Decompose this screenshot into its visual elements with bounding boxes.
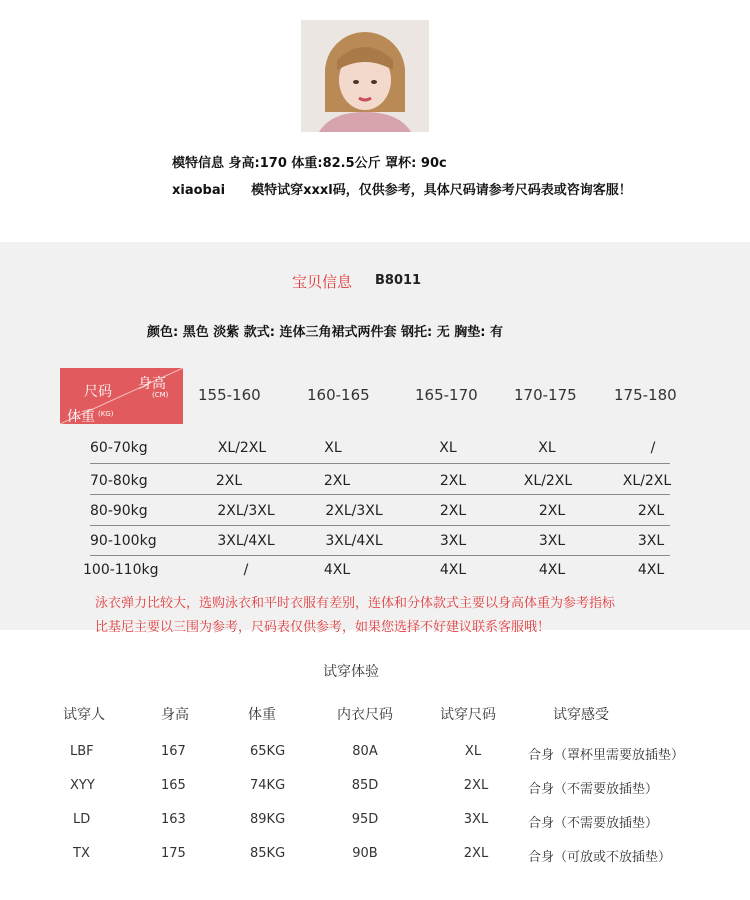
trial-cell: 175 [161, 846, 186, 861]
size-cell: XL [439, 440, 457, 456]
size-cell: XL [538, 440, 556, 456]
size-cell: 2XL [439, 473, 467, 489]
trial-header: 体重 [248, 707, 276, 723]
trial-cell: TX [73, 846, 90, 861]
product-specs: 颜色: 黑色 淡紫 款式: 连体三角裙式两件套 钢托: 无 胸垫: 有 [147, 325, 504, 340]
trial-cell: XL [464, 744, 482, 759]
size-cell: / [243, 562, 249, 578]
size-cell: / [650, 440, 656, 456]
size-cell: 3XL [538, 533, 566, 549]
size-cell: 4XL [323, 562, 351, 578]
trial-cell: 80A [352, 744, 378, 759]
size-cell: 2XL [215, 473, 243, 489]
size-cell: 2XL [637, 503, 665, 519]
model-name: xiaobai [172, 183, 226, 198]
model-note-line [172, 179, 632, 198]
row-divider [90, 555, 670, 556]
weight-row-label: 60-70kg [90, 440, 148, 456]
trial-cell: LD [73, 812, 91, 827]
size-cell: XL [324, 440, 342, 456]
trial-cell: 90B [352, 846, 378, 861]
size-table-corner [60, 368, 183, 424]
trial-cell: 3XL [463, 812, 489, 827]
height-header: 165-170 [415, 386, 478, 404]
size-note-line-1: 泳衣弹力比较大，选购泳衣和平时衣服有差别，连体和分体款式主要以身高体重为参考指标 [95, 596, 616, 611]
model-note: 模特试穿xxxl码，仅供参考，具体尺码请参考尺码表或咨询客服！ [251, 183, 632, 198]
trial-cell: 85KG [250, 846, 286, 861]
trial-header: 试穿尺码 [440, 707, 496, 723]
size-cell: 4XL [538, 562, 566, 578]
size-cell: 2XL [439, 503, 467, 519]
trial-cell: 65KG [250, 744, 286, 759]
size-cell: 3XL [637, 533, 665, 549]
trial-cell: 合身（罩杯里需要放插垫） [528, 748, 685, 763]
trial-cell: 合身（可放或不放插垫） [528, 850, 672, 865]
corner-size-label: 尺码 [84, 384, 112, 400]
size-cell: XL/2XL [523, 473, 573, 489]
trial-cell: 2XL [463, 846, 489, 861]
row-divider [90, 463, 670, 464]
size-cell: 2XL/3XL [325, 503, 383, 519]
size-cell: XL/2XL [622, 473, 672, 489]
trial-cell: 85D [351, 778, 379, 793]
trial-header: 试穿感受 [553, 707, 609, 723]
trial-header: 试穿人 [63, 707, 105, 723]
size-cell: 4XL [439, 562, 467, 578]
trial-cell: 165 [161, 778, 186, 793]
trial-cell: LBF [70, 744, 94, 759]
corner-height-label: 身高 [138, 376, 166, 392]
product-title: 宝贝信息 [292, 273, 353, 291]
size-cell: 3XL/4XL [325, 533, 383, 549]
size-cell: 4XL [637, 562, 665, 578]
size-cell: 3XL [439, 533, 467, 549]
trial-cell: 74KG [250, 778, 286, 793]
weight-row-label: 100-110kg [83, 562, 159, 578]
trial-header: 身高 [161, 707, 189, 723]
size-cell: XL/2XL [217, 440, 267, 456]
size-cell: 2XL/3XL [217, 503, 275, 519]
height-header: 160-165 [307, 386, 370, 404]
size-cell: 3XL/4XL [217, 533, 275, 549]
weight-row-label: 90-100kg [90, 533, 157, 549]
weight-row-label: 80-90kg [90, 503, 148, 519]
trial-cell: 2XL [463, 778, 489, 793]
trial-cell: 95D [351, 812, 379, 827]
size-note-line-2: 比基尼主要以三围为参考，尺码表仅供参考，如果您选择不好建议联系客服哦！ [95, 620, 551, 635]
trial-section-title: 试穿体验 [323, 664, 379, 680]
trial-cell: 合身（不需要放插垫） [528, 816, 659, 831]
corner-weight-unit: (KG) [98, 410, 114, 418]
trial-cell: 163 [161, 812, 186, 827]
model-portrait-illustration [301, 20, 429, 132]
corner-height-unit: (CM) [152, 391, 169, 399]
product-code: B8011 [375, 273, 422, 288]
corner-weight-label: 体重 [67, 409, 95, 424]
row-divider [90, 494, 670, 495]
height-header: 170-175 [514, 386, 577, 404]
weight-row-label: 70-80kg [90, 473, 148, 489]
height-header: 155-160 [198, 386, 261, 404]
trial-cell: 89KG [250, 812, 286, 827]
trial-header: 内衣尺码 [337, 707, 393, 723]
size-cell: 2XL [538, 503, 566, 519]
size-cell: 2XL [323, 473, 351, 489]
trial-cell: 合身（不需要放插垫） [528, 782, 659, 797]
row-divider [90, 525, 670, 526]
trial-cell: 167 [161, 744, 186, 759]
model-info-line: 模特信息 身高:170 体重:82.5公斤 罩杯: 90c [172, 156, 447, 171]
trial-cell: XYY [70, 778, 95, 793]
model-photo [301, 20, 429, 132]
height-header: 175-180 [614, 386, 677, 404]
